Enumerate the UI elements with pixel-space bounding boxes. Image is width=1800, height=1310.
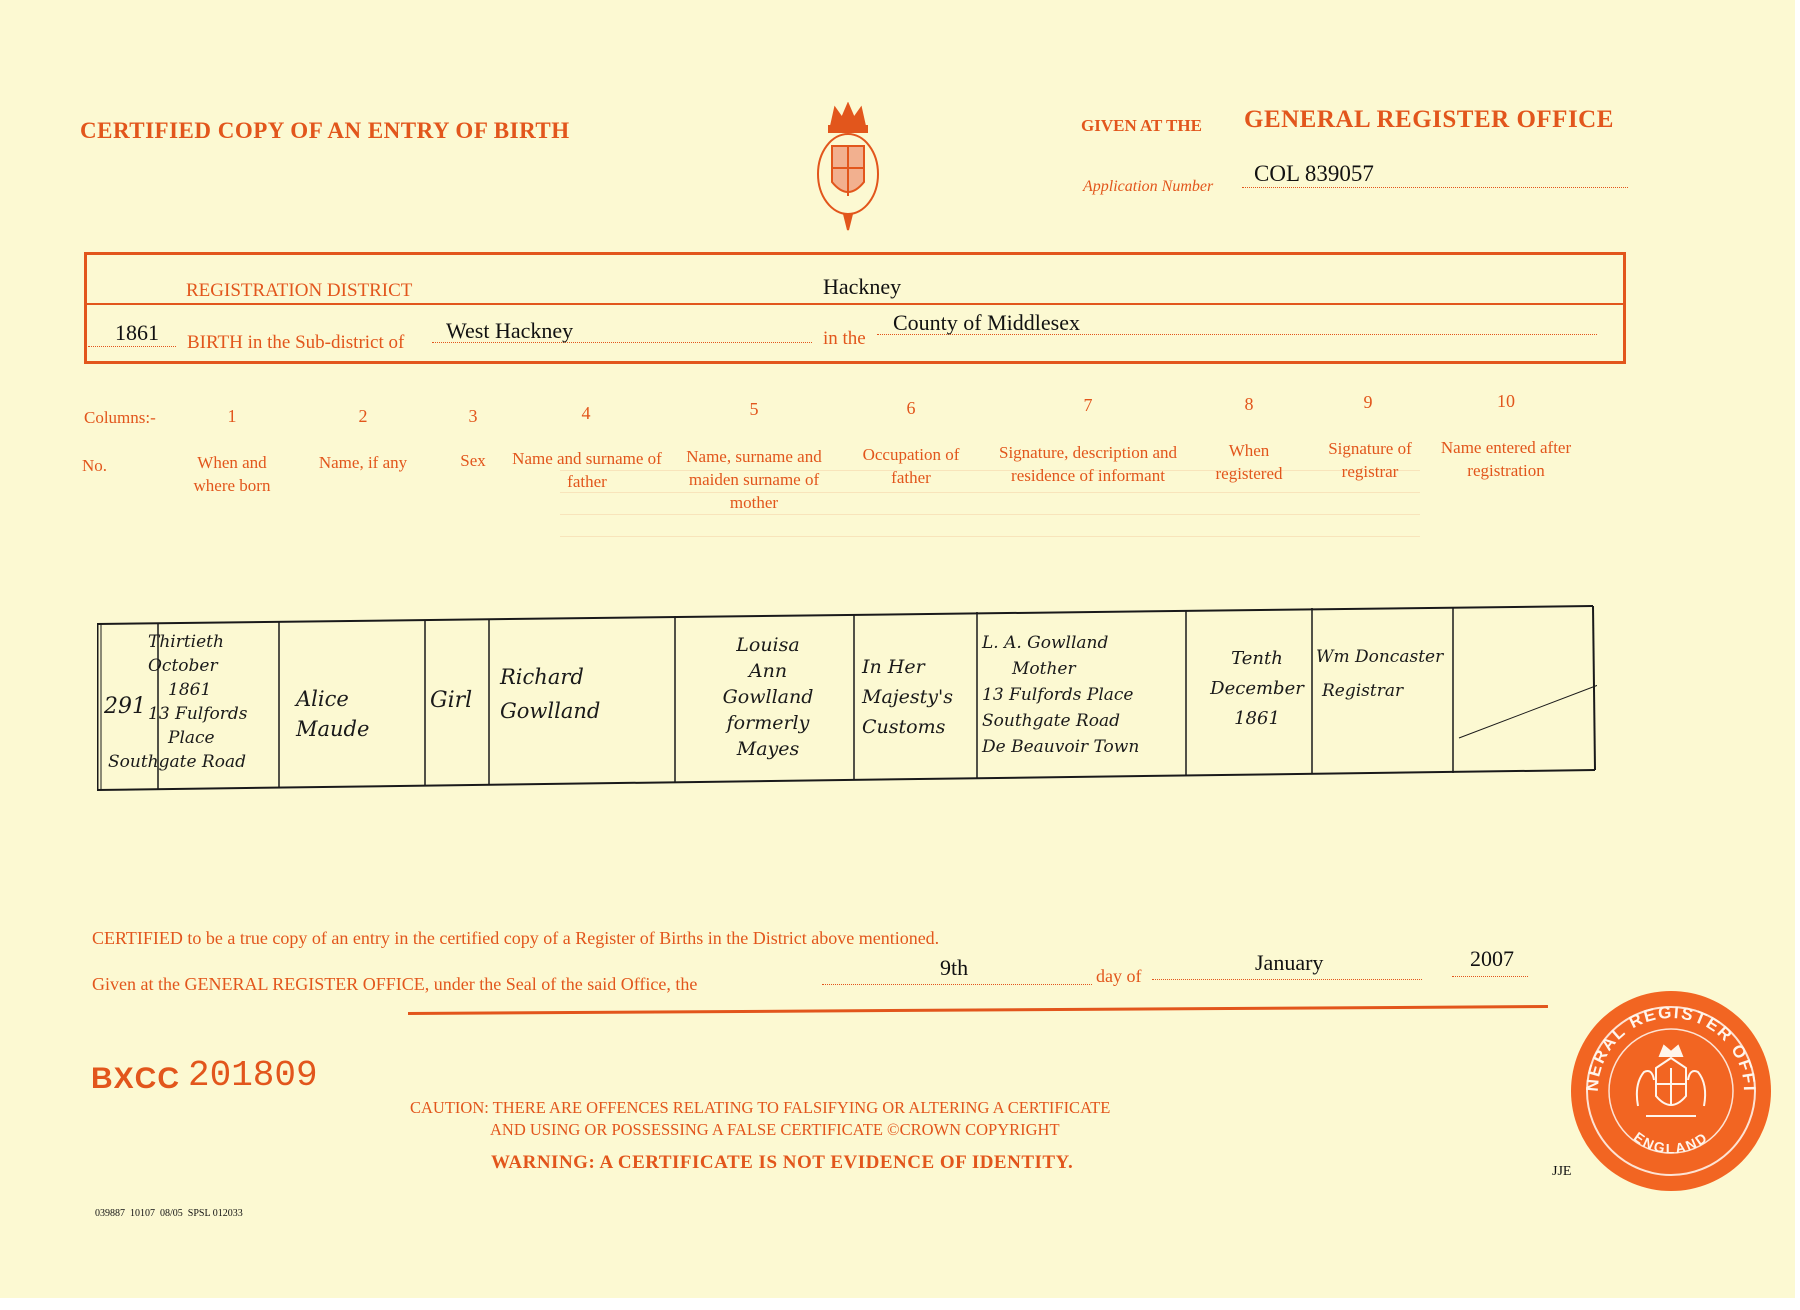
entry-registered-line-3: 1861: [1234, 708, 1280, 729]
entry-name-line-1: Alice: [296, 687, 349, 711]
entry-occupation-line-3: Customs: [862, 716, 946, 738]
day-of-label: day of: [1096, 966, 1142, 986]
entry-mother-line-4: formerly: [726, 712, 810, 734]
birth-sub-district-label: BIRTH in the Sub-district of: [187, 332, 405, 353]
column-header-sex: Sex: [460, 451, 486, 470]
serial-prefix: BXCC: [91, 1062, 181, 1095]
entry-occupation-line-1: In Her: [862, 656, 925, 678]
column-number-7: 7: [1083, 395, 1093, 415]
entry-father-line-2: Gowlland: [500, 699, 601, 723]
entry-when-line-2: October: [148, 656, 218, 676]
column-number-5: 5: [749, 399, 759, 419]
serial-number: 201809: [188, 1055, 318, 1096]
in-the-label: in the: [823, 328, 866, 349]
certificate-title: CERTIFIED COPY OF AN ENTRY OF BIRTH: [80, 118, 570, 143]
entry-informant: [982, 630, 1212, 760]
column-number-6: 6: [906, 398, 916, 418]
column-header-registrar: Signature of registrar: [1328, 439, 1412, 481]
entry-registered-line-1: Tenth: [1231, 648, 1283, 669]
entry-occupation: [862, 652, 980, 742]
entry-mother-line-5: Mayes: [736, 738, 800, 760]
columns-label: Columns:-: [84, 408, 156, 427]
entry-registrar-signature: [1316, 640, 1456, 708]
column-number-10: 10: [1497, 391, 1515, 411]
caution-line-2: AND USING OR POSSESSING A FALSE CERTIFICATE ©CROWN COPYRIGHT: [490, 1120, 1060, 1139]
entry-sex: Girl: [430, 688, 473, 713]
sub-district-value: West Hackney: [446, 318, 574, 343]
column-header-mother: Name, surname and maiden surname of mother: [686, 447, 822, 512]
royal-crest-icon: [815, 102, 881, 234]
column-number-1: 1: [227, 406, 237, 426]
column-header-informant: Signature, description and residence of informant: [999, 443, 1177, 485]
column-header-name: Name, if any: [318, 453, 408, 472]
entry-father-line-1: Richard: [500, 665, 584, 689]
county-value: County of Middlesex: [893, 310, 1080, 335]
column-number-2: 2: [358, 406, 368, 426]
entry-when-line-1: Thirtieth: [148, 632, 224, 652]
entry-registrar-line-1: Wm Doncaster: [1316, 647, 1444, 667]
security-watermark-text: [560, 468, 1420, 558]
initials: JJE: [1552, 1164, 1572, 1179]
entry-child-name: [296, 684, 369, 744]
application-number-value: COL 839057: [1254, 161, 1374, 186]
column-header-father: Name and surname of father: [512, 449, 662, 491]
certification-day: 9th: [940, 955, 969, 980]
entry-registered-line-2: December: [1210, 678, 1304, 699]
given-at-prefix: GIVEN AT THE: [1081, 116, 1202, 135]
registration-year: 1861: [115, 320, 159, 345]
column-header-registered: When registered: [1215, 441, 1283, 483]
column-header-no: No.: [82, 456, 108, 475]
certification-month: January: [1255, 950, 1324, 975]
certification-rule: [408, 1005, 1548, 1015]
entry-mother: [684, 632, 852, 762]
caution-line-1: CAUTION: THERE ARE OFFENCES RELATING TO FALSIFYING OR ALTERING A CERTIFICATE: [410, 1098, 1111, 1117]
general-register-office-seal-icon: [1568, 988, 1774, 1194]
entry-informant-line-4: Southgate Road: [982, 711, 1120, 731]
certification-line-1: CERTIFIED to be a true copy of an entry in the certified copy of a Register of Births in the District above mentioned.: [92, 928, 940, 948]
application-number-label: Application Number: [1083, 178, 1214, 195]
column-number-9: 9: [1363, 392, 1373, 412]
registration-district-label: REGISTRATION DISTRICT: [186, 280, 413, 301]
column-header-occupation: Occupation of father: [862, 445, 960, 487]
column-header-when-where: When and where born: [193, 453, 271, 495]
seal-bottom-text: ENGLAND: [1630, 1128, 1712, 1157]
entry-when-line-5: Place: [168, 728, 215, 748]
entry-father: [500, 660, 600, 728]
entry-registrar-line-2: Registrar: [1322, 681, 1404, 701]
certification-line-2: Given at the GENERAL REGISTER OFFICE, under the Seal of the said Office, the: [92, 974, 698, 994]
entry-informant-line-2: Mother: [1012, 659, 1076, 679]
entry-when-line-6: Southgate Road: [108, 752, 246, 772]
entry-occupation-line-2: Majesty's: [862, 686, 954, 708]
entry-when-registered: [1198, 644, 1316, 734]
entry-informant-line-3: 13 Fulfords Place: [982, 685, 1134, 705]
registration-district-value: Hackney: [823, 274, 902, 299]
column-number-3: 3: [468, 406, 478, 426]
certification-year: 2007: [1470, 946, 1514, 971]
column-header-after: Name entered after registration: [1440, 438, 1572, 480]
entry-mother-line-2: Ann: [748, 660, 788, 682]
entry-when-line-3: 1861: [168, 680, 212, 700]
entry-when-line-4: 13 Fulfords: [148, 704, 248, 724]
entry-informant-line-1: L. A. Gowlland: [982, 633, 1109, 653]
entry-mother-line-1: Louisa: [736, 634, 800, 656]
entry-mother-line-3: Gowlland: [722, 686, 814, 708]
entry-no: 291: [104, 694, 146, 719]
seal-ring-text: NERAL REGISTER OFFI: [1582, 1002, 1760, 1093]
identity-warning: WARNING: A CERTIFICATE IS NOT EVIDENCE OF IDENTITY.: [491, 1152, 1074, 1173]
footer-code: 039887 10107 08/05 SPSL 012033: [95, 1208, 243, 1219]
entry-informant-line-5: De Beauvoir Town: [982, 737, 1140, 757]
column-number-4: 4: [581, 403, 591, 423]
given-at-office: GENERAL REGISTER OFFICE: [1244, 106, 1614, 133]
entry-name-line-2: Maude: [296, 717, 370, 741]
registration-box-divider: [87, 303, 1623, 305]
column-number-8: 8: [1244, 394, 1254, 414]
